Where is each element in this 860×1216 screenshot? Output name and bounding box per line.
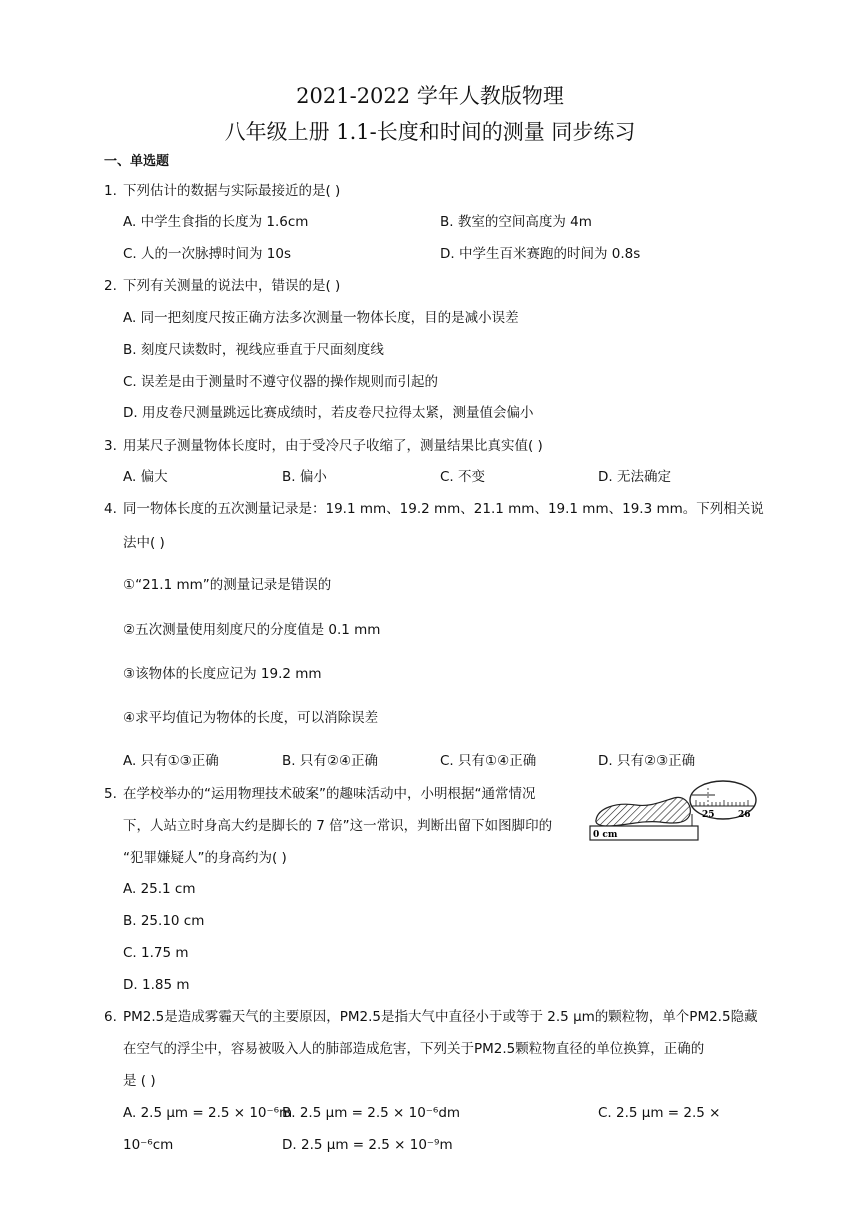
q1-option-d[interactable]: D. 中学生百米赛跑的时间为 0.8s: [440, 246, 641, 262]
q1-number: 1.: [104, 183, 117, 199]
q5-stem-line1: [104, 785, 535, 803]
q6-stem-line3: 是 ( ): [123, 1073, 156, 1089]
q3-stem: [104, 437, 543, 455]
q5-option-c[interactable]: C. 1.75 m: [123, 945, 189, 961]
q2-option-d[interactable]: D. 用皮卷尺测量跳远比赛成绩时，若皮卷尺拉得太紧，测量值会偏小: [123, 405, 534, 421]
q4-statement-3: ③该物体的长度应记为 19.2 mm: [123, 666, 322, 682]
q3-option-d[interactable]: D. 无法确定: [598, 469, 671, 485]
q2-option-b[interactable]: B. 刻度尺读数时，视线应垂直于尺面刻度线: [123, 342, 384, 358]
q6-option-c-line2[interactable]: 10⁻⁶cm: [123, 1137, 174, 1153]
q4-number: 4.: [104, 501, 117, 517]
q5-stem-text: 在学校举办的“运用物理技术破案”的趣味活动中，小明根据“通常情况: [123, 786, 536, 802]
q1-option-a[interactable]: A. 中学生食指的长度为 1.6cm: [123, 214, 309, 230]
q1-stem: [104, 182, 340, 200]
q5-option-b[interactable]: B. 25.10 cm: [123, 913, 205, 929]
q2-number: 2.: [104, 278, 117, 294]
q4-stem-line2: 法中( ): [123, 535, 165, 551]
ruler-tick-25: 25: [702, 810, 715, 820]
q6-option-d[interactable]: D. 2.5 μm = 2.5 × 10⁻⁹m: [282, 1137, 453, 1153]
q2-stem: [104, 277, 340, 295]
q2-stem-text: 下列有关测量的说法中，错误的是( ): [123, 278, 341, 294]
q3-number: 3.: [104, 438, 117, 454]
ruler-tick-26: 26: [738, 810, 751, 820]
ruler-zero-label: 0 cm: [593, 830, 618, 840]
q1-option-b[interactable]: B. 教室的空间高度为 4m: [440, 214, 592, 230]
footprint-ruler-figure: [588, 780, 758, 848]
q6-option-b[interactable]: B. 2.5 μm = 2.5 × 10⁻⁶dm: [282, 1105, 461, 1121]
q4-statement-1: ①“21.1 mm”的测量记录是错误的: [123, 577, 332, 593]
q3-stem-text: 用某尺子测量物体长度时，由于受冷尺子收缩了，测量结果比真实值( ): [123, 438, 543, 454]
q4-stem-text: 同一物体长度的五次测量记录是：19.1 mm、19.2 mm、21.1 mm、19.1 mm、19.3 mm。下列相关说: [123, 501, 764, 517]
q2-option-c[interactable]: C. 误差是由于测量时不遵守仪器的操作规则而引起的: [123, 374, 439, 390]
q1-stem-text: 下列估计的数据与实际最接近的是( ): [123, 183, 341, 199]
q4-stem-line1: [104, 500, 764, 518]
q5-stem-line2: 下，人站立时身高大约是脚长的 7 倍”这一常识，判断出留下如图脚印的: [123, 818, 553, 834]
q3-option-c[interactable]: C. 不变: [440, 469, 486, 485]
q5-number: 5.: [104, 786, 117, 802]
worksheet-title-line2: 八年级上册 1.1-长度和时间的测量 同步练习: [224, 120, 636, 144]
section-title: 一、单选题: [104, 154, 170, 169]
q5-option-d[interactable]: D. 1.85 m: [123, 977, 190, 993]
footprint-shape: [596, 797, 690, 826]
q5-option-a[interactable]: A. 25.1 cm: [123, 881, 196, 897]
q4-statement-2: ②五次测量使用刻度尺的分度值是 0.1 mm: [123, 622, 381, 638]
q6-option-a[interactable]: A. 2.5 μm = 2.5 × 10⁻⁶m: [123, 1105, 293, 1121]
q6-stem-line2: 在空气的浮尘中，容易被吸入人的肺部造成危害，下列关于PM2.5颗粒物直径的单位换算，正确的: [123, 1041, 705, 1057]
q5-stem-line3: “犯罪嫌疑人”的身高约为( ): [123, 850, 287, 866]
q6-number: 6.: [104, 1009, 117, 1025]
q4-option-c[interactable]: C. 只有①④正确: [440, 753, 537, 769]
q4-option-b[interactable]: B. 只有②④正确: [282, 753, 379, 769]
q1-option-c[interactable]: C. 人的一次脉搏时间为 10s: [123, 246, 292, 262]
q3-option-a[interactable]: A. 偏大: [123, 469, 168, 485]
q6-stem-line1: [104, 1008, 758, 1026]
q6-stem-text: PM2.5是造成雾霾天气的主要原因，PM2.5是指大气中直径小于或等于 2.5 μm的颗粒物，单个PM2.5隐藏: [123, 1009, 758, 1025]
q4-option-a[interactable]: A. 只有①③正确: [123, 753, 219, 769]
q4-statement-4: ④求平均值记为物体的长度，可以消除误差: [123, 710, 379, 726]
q3-option-b[interactable]: B. 偏小: [282, 469, 327, 485]
worksheet-title-line1: 2021-2022 学年人教版物理: [296, 84, 564, 108]
q6-option-c-line1[interactable]: C. 2.5 μm = 2.5 ×: [598, 1105, 721, 1121]
q4-option-d[interactable]: D. 只有②③正确: [598, 753, 696, 769]
q2-option-a[interactable]: A. 同一把刻度尺按正确方法多次测量一物体长度，目的是减小误差: [123, 310, 519, 326]
